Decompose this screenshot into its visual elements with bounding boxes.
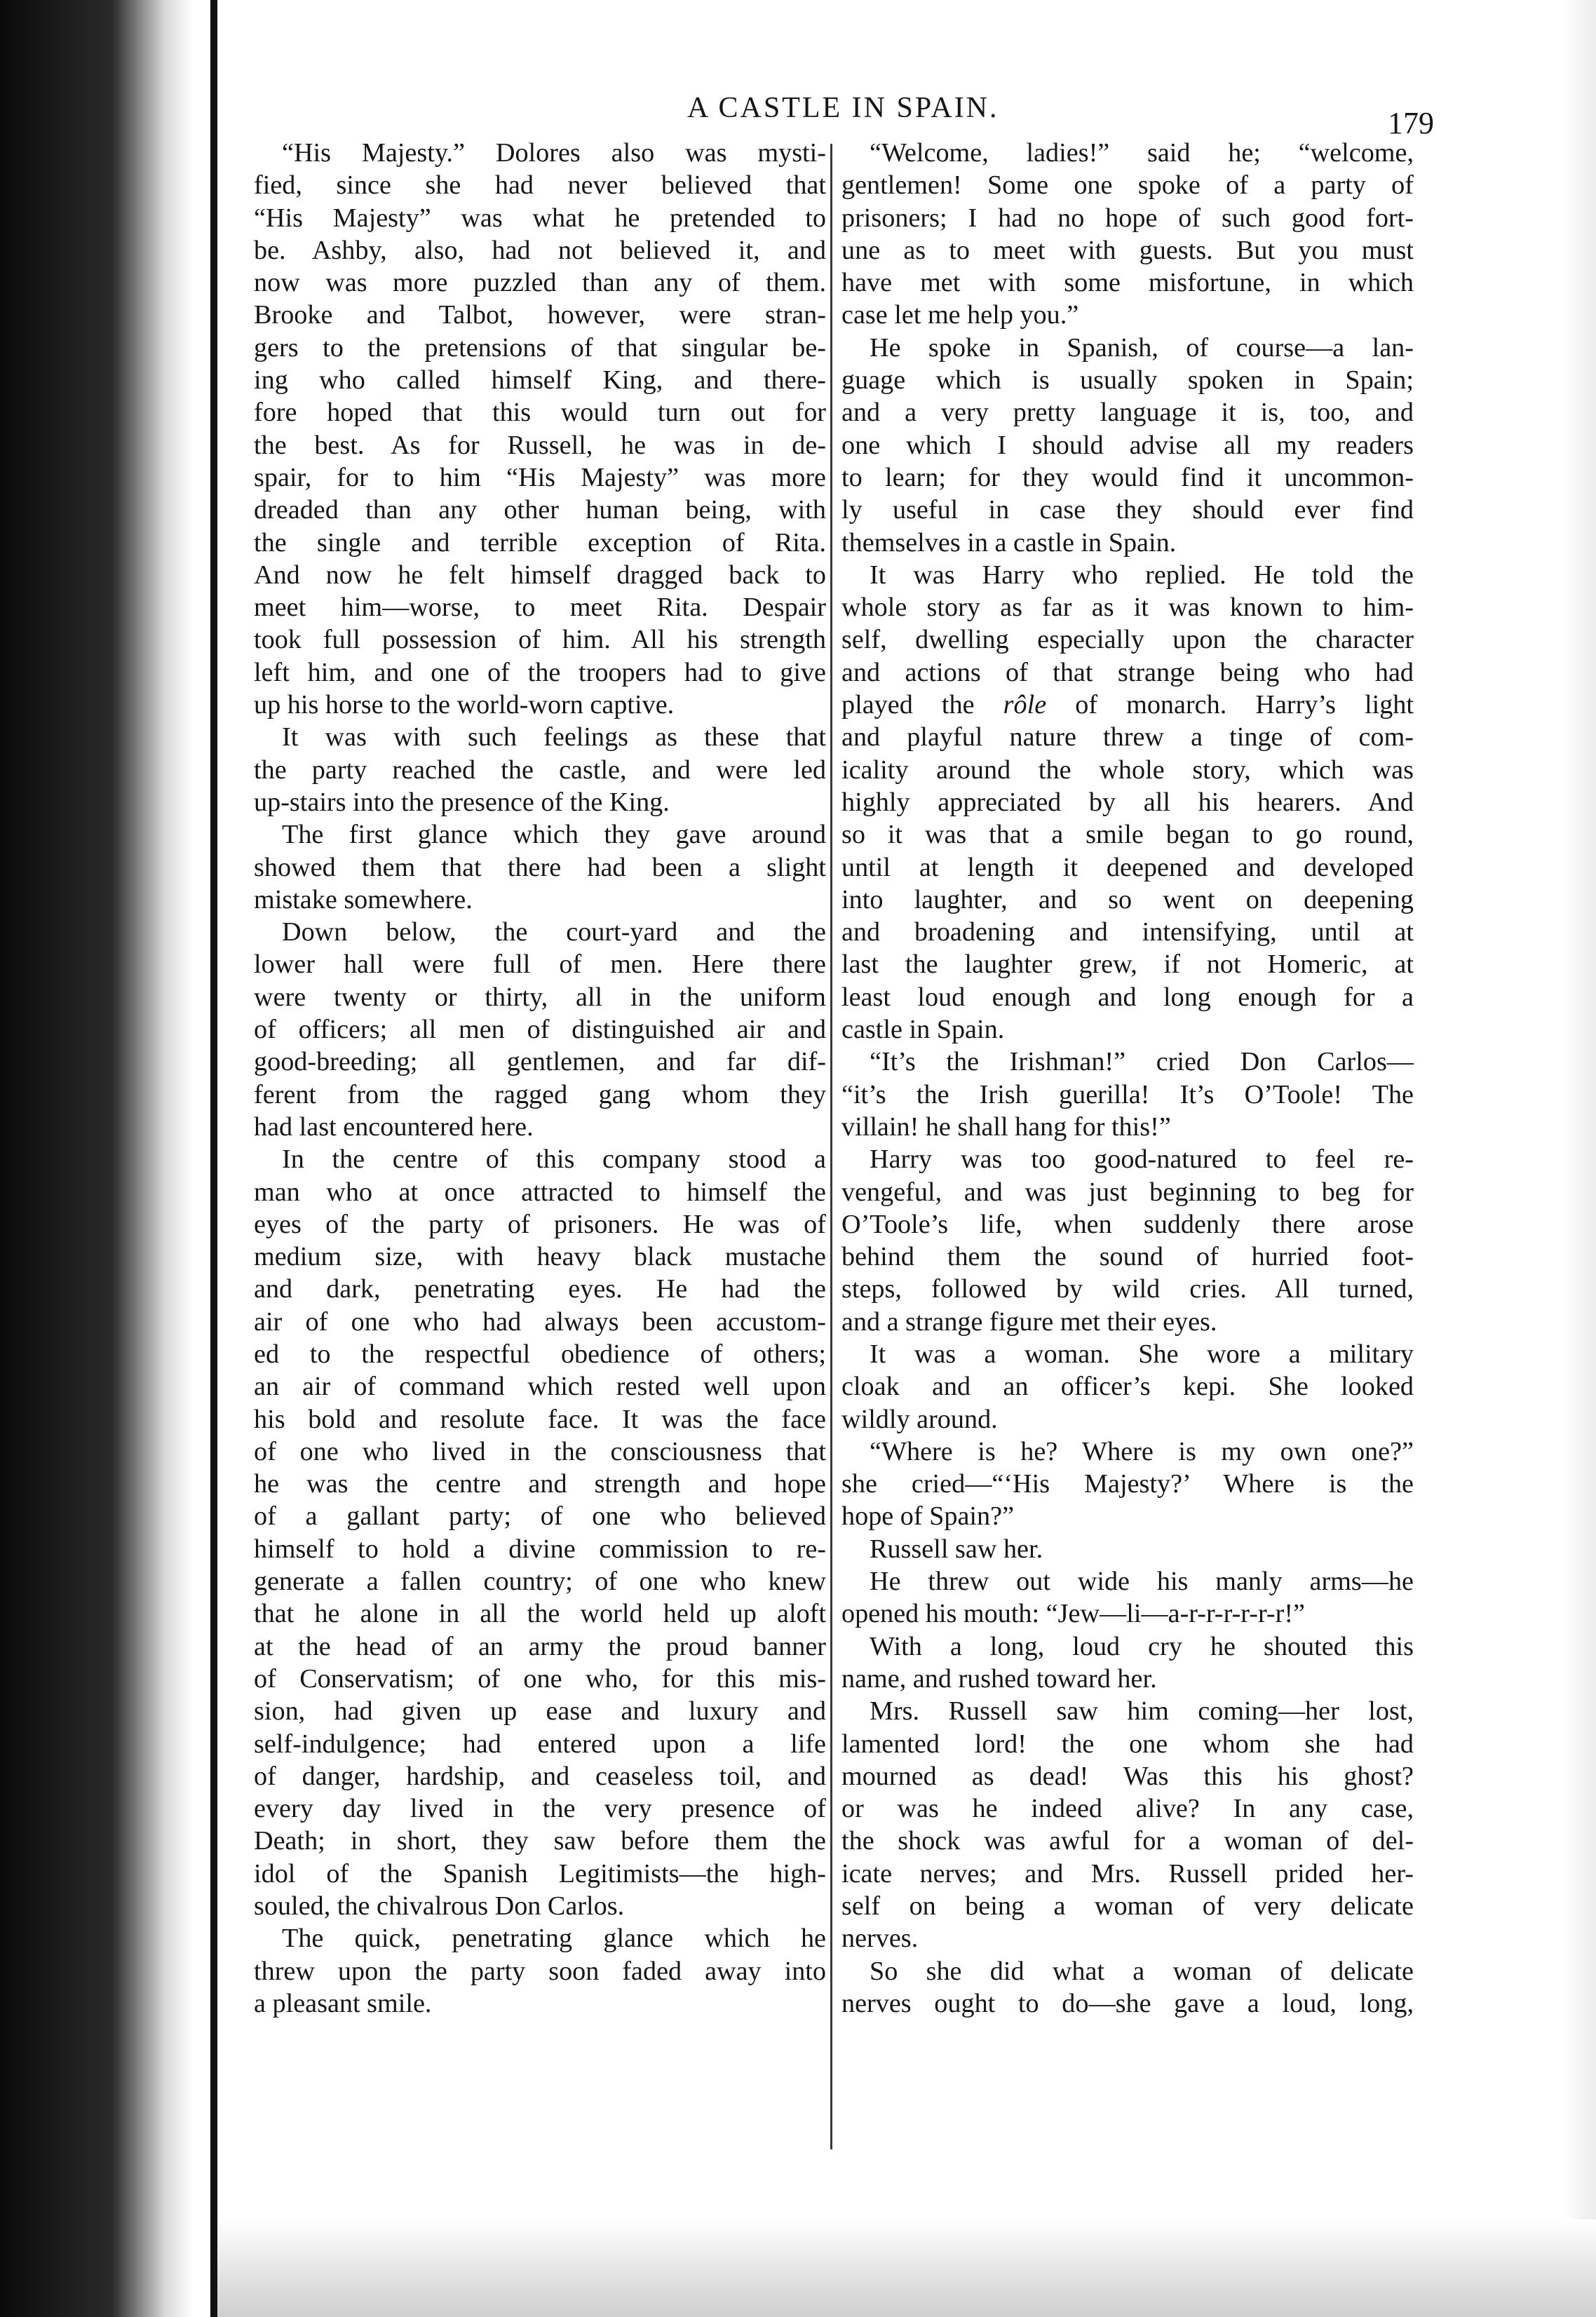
text-line: fied, since she had never believed that xyxy=(254,170,826,201)
text-line: so it was that a smile began to go round, xyxy=(841,820,1414,850)
text-line: vengeful, and was just beginning to beg for xyxy=(841,1177,1414,1207)
text-line: idol of the Spanish Legitimists—the high- xyxy=(254,1858,826,1889)
text-line: lamented lord! the one whom she had xyxy=(841,1729,1414,1759)
text-line: he was the centre and strength and hope xyxy=(254,1469,826,1499)
text-line: mistake somewhere. xyxy=(254,884,473,914)
text-line: of Conservatism; of one who, for this mis- xyxy=(254,1663,826,1694)
text-line: Brooke and Talbot, however, were stran- xyxy=(254,300,826,330)
text-column-left xyxy=(254,137,826,2020)
text-line: themselves in a castle in Spain. xyxy=(841,527,1177,558)
text-line: “Where is he? Where is my own one?” xyxy=(870,1436,1414,1466)
text-line: fore hoped that this would turn out for xyxy=(254,398,826,428)
text-line: every day lived in the very presence of xyxy=(254,1794,826,1824)
text-line: nerves. xyxy=(841,1924,919,1954)
text-line: gers to the pretensions of that singular be- xyxy=(254,332,826,363)
text-line: until at length it deepened and developed xyxy=(841,852,1414,882)
text-line: himself to hold a divine commission to re- xyxy=(254,1534,826,1564)
text-line: and a strange figure met their eyes. xyxy=(841,1306,1217,1337)
text-line: the party reached the castle, and were led xyxy=(254,755,826,785)
text-line: medium size, with heavy black mustache xyxy=(254,1242,826,1272)
text-line: “His Majesty.” Dolores also was mysti- xyxy=(282,138,826,168)
running-title: A CASTLE IN SPAIN. xyxy=(687,92,999,124)
text-line: and dark, penetrating eyes. He had the xyxy=(254,1274,826,1304)
text-line: man who at once attracted to himself the xyxy=(254,1177,826,1207)
text-line: steps, followed by wild cries. All turned, xyxy=(841,1274,1414,1304)
text-line: So she did what a woman of delicate xyxy=(870,1956,1414,1986)
text-line: The first glance which they gave around xyxy=(282,820,826,850)
text-line: prisoners; I had no hope of such good fort- xyxy=(841,203,1414,233)
text-line: nerves ought to do—she gave a loud, long, xyxy=(841,1988,1414,2018)
text-line: Harry was too good-natured to feel re- xyxy=(870,1144,1414,1175)
text-line: spair, for to him “His Majesty” was more xyxy=(254,462,826,492)
text-line: self, dwelling especially upon the character xyxy=(841,625,1414,655)
text-line: good-breeding; all gentlemen, and far dif- xyxy=(254,1047,826,1077)
text-line: at the head of an army the proud banner xyxy=(254,1631,826,1661)
text-line: meet him—worse, to meet Rita. Despair xyxy=(254,593,826,623)
text-line: up-stairs into the presence of the King. xyxy=(254,787,670,817)
text-line: With a long, loud cry he shouted this xyxy=(870,1631,1414,1661)
text-line: souled, the chivalrous Don Carlos. xyxy=(254,1891,625,1921)
text-line: icate nerves; and Mrs. Russell prided her- xyxy=(841,1858,1414,1889)
scan-shadow-left xyxy=(0,0,210,2317)
text-line: least loud enough and long enough for a xyxy=(841,982,1414,1012)
text-line: lower hall were full of men. Here there xyxy=(254,950,826,980)
text-line: of danger, hardship, and ceaseless toil, and xyxy=(254,1761,826,1791)
text-line: And now he felt himself dragged back to xyxy=(254,560,826,590)
text-line: Russell saw her. xyxy=(870,1534,1043,1564)
text-line: had last encountered here. xyxy=(254,1112,534,1142)
text-line: and actions of that strange being who had xyxy=(841,657,1414,687)
text-line: one which I should advise all my readers xyxy=(841,430,1414,460)
text-column-right xyxy=(841,137,1414,2020)
text-line: He threw out wide his manly arms—he xyxy=(870,1567,1414,1597)
text-line: highly appreciated by all his hearers. And xyxy=(841,787,1414,817)
text-line: that he alone in all the world held up aloft xyxy=(254,1599,826,1629)
text-line: the single and terrible exception of Rita. xyxy=(254,527,826,558)
text-line: wildly around. xyxy=(841,1404,998,1434)
text-line: whole story as far as it was known to him- xyxy=(841,593,1414,623)
text-line: took full possession of him. All his strength xyxy=(254,625,826,655)
text-line: ing who called himself King, and there- xyxy=(254,365,826,396)
text-line: and a very pretty language it is, too, and xyxy=(841,398,1414,428)
text-line: “His Majesty” was what he pretended to xyxy=(254,203,826,233)
text-line: left him, and one of the troopers had to give xyxy=(254,657,826,687)
text-line: It was Harry who replied. He told the xyxy=(870,560,1414,590)
binding-edge xyxy=(210,0,217,2317)
text-line: It was a woman. She wore a military xyxy=(870,1339,1414,1369)
text-line: and playful nature threw a tinge of com- xyxy=(841,722,1414,752)
text-line: to learn; for they would find it uncommon- xyxy=(841,462,1414,492)
text-line: Down below, the court-yard and the xyxy=(282,917,826,947)
text-line: of a gallant party; of one who believed xyxy=(254,1501,826,1532)
text-line: villain! he shall hang for this!” xyxy=(841,1112,1171,1142)
text-line: the best. As for Russell, he was in de- xyxy=(254,430,826,460)
text-line: cloak and an officer’s kepi. She looked xyxy=(841,1372,1414,1402)
text-line: opened his mouth: “Jew—li—a-r-r-r-r-r-r!” xyxy=(841,1599,1306,1629)
italic-word: rôle xyxy=(1003,690,1047,720)
text-line: castle in Spain. xyxy=(841,1015,1005,1045)
text-line: generate a fallen country; of one who knew xyxy=(254,1567,826,1597)
text-line: played the rôle of monarch. Harry’s light xyxy=(841,690,1414,720)
scan-shadow-bottom xyxy=(217,2220,1596,2317)
text-line: ly useful in case they should ever find xyxy=(841,495,1414,525)
text-line: she cried—“‘His Majesty?’ Where is the xyxy=(841,1469,1414,1499)
text-line: were twenty or thirty, all in the uniform xyxy=(254,982,826,1012)
text-line: self on being a woman of very delicate xyxy=(841,1891,1414,1921)
text-line: It was with such feelings as these that xyxy=(282,722,826,752)
text-line: air of one who had always been accustom- xyxy=(254,1306,826,1337)
text-line: an air of command which rested well upon xyxy=(254,1372,826,1402)
text-line: a pleasant smile. xyxy=(254,1988,432,2018)
text-line: name, and rushed toward her. xyxy=(841,1663,1157,1694)
text-line: or was he indeed alive? In any case, xyxy=(841,1794,1414,1824)
text-line: last the laughter grew, if not Homeric, at xyxy=(841,950,1414,980)
text-line: showed them that there had been a slight xyxy=(254,852,826,882)
text-line: hope of Spain?” xyxy=(841,1501,1015,1532)
text-line: ferent from the ragged gang whom they xyxy=(254,1079,826,1109)
text-line: case let me help you.” xyxy=(841,300,1079,330)
text-line: the shock was awful for a woman of del- xyxy=(841,1826,1414,1856)
text-line: dreaded than any other human being, with xyxy=(254,495,826,525)
text-line: icality around the whole story, which was xyxy=(841,755,1414,785)
text-line: self-indulgence; had entered upon a life xyxy=(254,1729,826,1759)
text-line: now was more puzzled than any of them. xyxy=(254,268,826,298)
text-line: O’Toole’s life, when suddenly there arose xyxy=(841,1209,1414,1239)
text-line: gentlemen! Some one spoke of a party of xyxy=(841,170,1414,201)
page-number: 179 xyxy=(1388,106,1434,140)
text-line: of officers; all men of distinguished air and xyxy=(254,1015,826,1045)
text-line: eyes of the party of prisoners. He was of xyxy=(254,1209,826,1239)
text-line: He spoke in Spanish, of course—a lan- xyxy=(870,332,1414,363)
text-line: behind them the sound of hurried foot- xyxy=(841,1242,1414,1272)
text-line: of one who lived in the consciousness that xyxy=(254,1436,826,1466)
text-line: une as to meet with guests. But you must xyxy=(841,235,1414,265)
text-line: sion, had given up ease and luxury and xyxy=(254,1696,826,1727)
column-rule xyxy=(830,144,832,2149)
text-line: up his horse to the world-worn captive. xyxy=(254,690,675,720)
text-line: threw upon the party soon faded away into xyxy=(254,1956,826,1986)
text-line: “it’s the Irish guerilla! It’s O’Toole! The xyxy=(841,1079,1414,1109)
text-line: Death; in short, they saw before them the xyxy=(254,1826,826,1856)
text-line: his bold and resolute face. It was the face xyxy=(254,1404,826,1434)
text-line: and broadening and intensifying, until at xyxy=(841,917,1414,947)
text-line: “It’s the Irishman!” cried Don Carlos— xyxy=(870,1047,1414,1077)
text-line: Mrs. Russell saw him coming—her lost, xyxy=(870,1696,1414,1727)
text-line: “Welcome, ladies!” said he; “welcome, xyxy=(870,138,1414,168)
text-line: into laughter, and so went on deepening xyxy=(841,884,1414,914)
text-line: The quick, penetrating glance which he xyxy=(282,1924,826,1954)
text-line: In the centre of this company stood a xyxy=(282,1144,826,1175)
text-line: be. Ashby, also, had not believed it, and xyxy=(254,235,826,265)
text-line: guage which is usually spoken in Spain; xyxy=(841,365,1414,396)
scan-shadow-right xyxy=(1562,0,1596,2317)
text-line: mourned as dead! Was this his ghost? xyxy=(841,1761,1414,1791)
text-line: have met with some misfortune, in which xyxy=(841,268,1414,298)
text-line: ed to the respectful obedience of others; xyxy=(254,1339,826,1369)
